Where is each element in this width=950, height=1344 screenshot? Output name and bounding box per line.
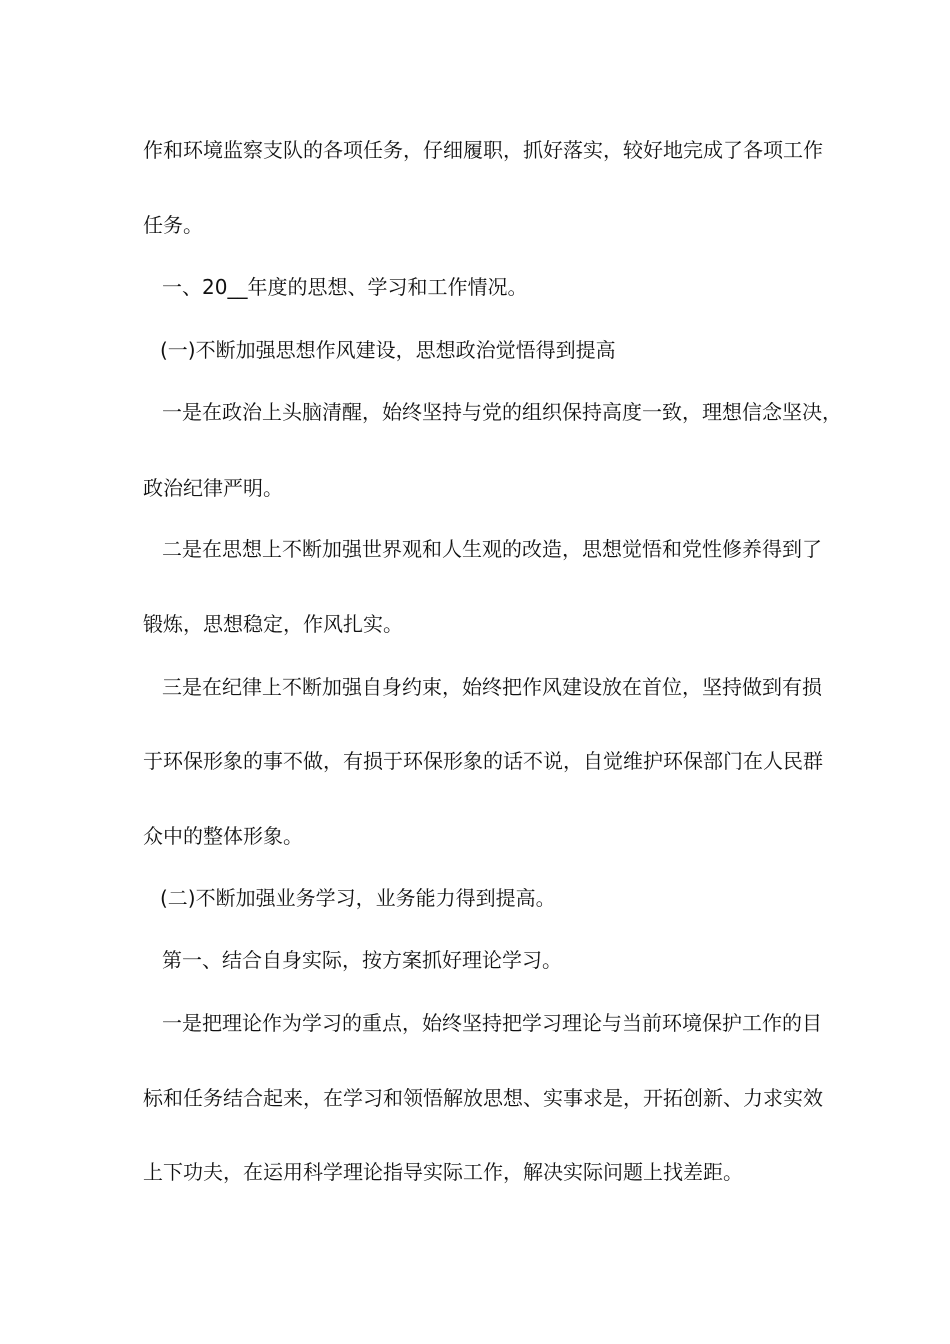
paragraph-line: 上下功夫，在运用科学理论指导实际工作，解决实际问题上找差距。 <box>143 1160 743 1184</box>
paragraph-line: 政治纪律严明。 <box>143 476 283 500</box>
paragraph-line: 第一、结合自身实际，按方案抓好理论学习。 <box>162 948 562 972</box>
section-heading: 一、20__年度的思想、学习和工作情况。 <box>162 275 528 299</box>
paragraph-line: 三是在纪律上不断加强自身约束，始终把作风建设放在首位，坚持做到有损 <box>162 675 822 699</box>
paragraph-line: 一是在政治上头脑清醒，始终坚持与党的组织保持高度一致，理想信念坚决， <box>162 400 842 424</box>
subsection-heading: (一)不断加强思想作风建设，思想政治觉悟得到提高 <box>160 338 616 362</box>
paragraph-line: 众中的整体形象。 <box>143 824 303 848</box>
subsection-heading: (二)不断加强业务学习，业务能力得到提高。 <box>160 886 556 910</box>
paragraph-line: 一是把理论作为学习的重点，始终坚持把学习理论与当前环境保护工作的目 <box>162 1011 822 1035</box>
paragraph-line: 锻炼，思想稳定，作风扎实。 <box>143 612 403 636</box>
paragraph-line: 任务。 <box>143 213 203 237</box>
paragraph-line: 作和环境监察支队的各项任务，仔细履职，抓好落实，较好地完成了各项工作 <box>143 138 823 162</box>
paragraph-line: 二是在思想上不断加强世界观和人生观的改造，思想觉悟和党性修养得到了 <box>162 537 822 561</box>
paragraph-line: 于环保形象的事不做，有损于环保形象的话不说，自觉维护环保部门在人民群 <box>143 749 823 773</box>
paragraph-line: 标和任务结合起来，在学习和领悟解放思想、实事求是，开拓创新、力求实效 <box>143 1086 823 1110</box>
